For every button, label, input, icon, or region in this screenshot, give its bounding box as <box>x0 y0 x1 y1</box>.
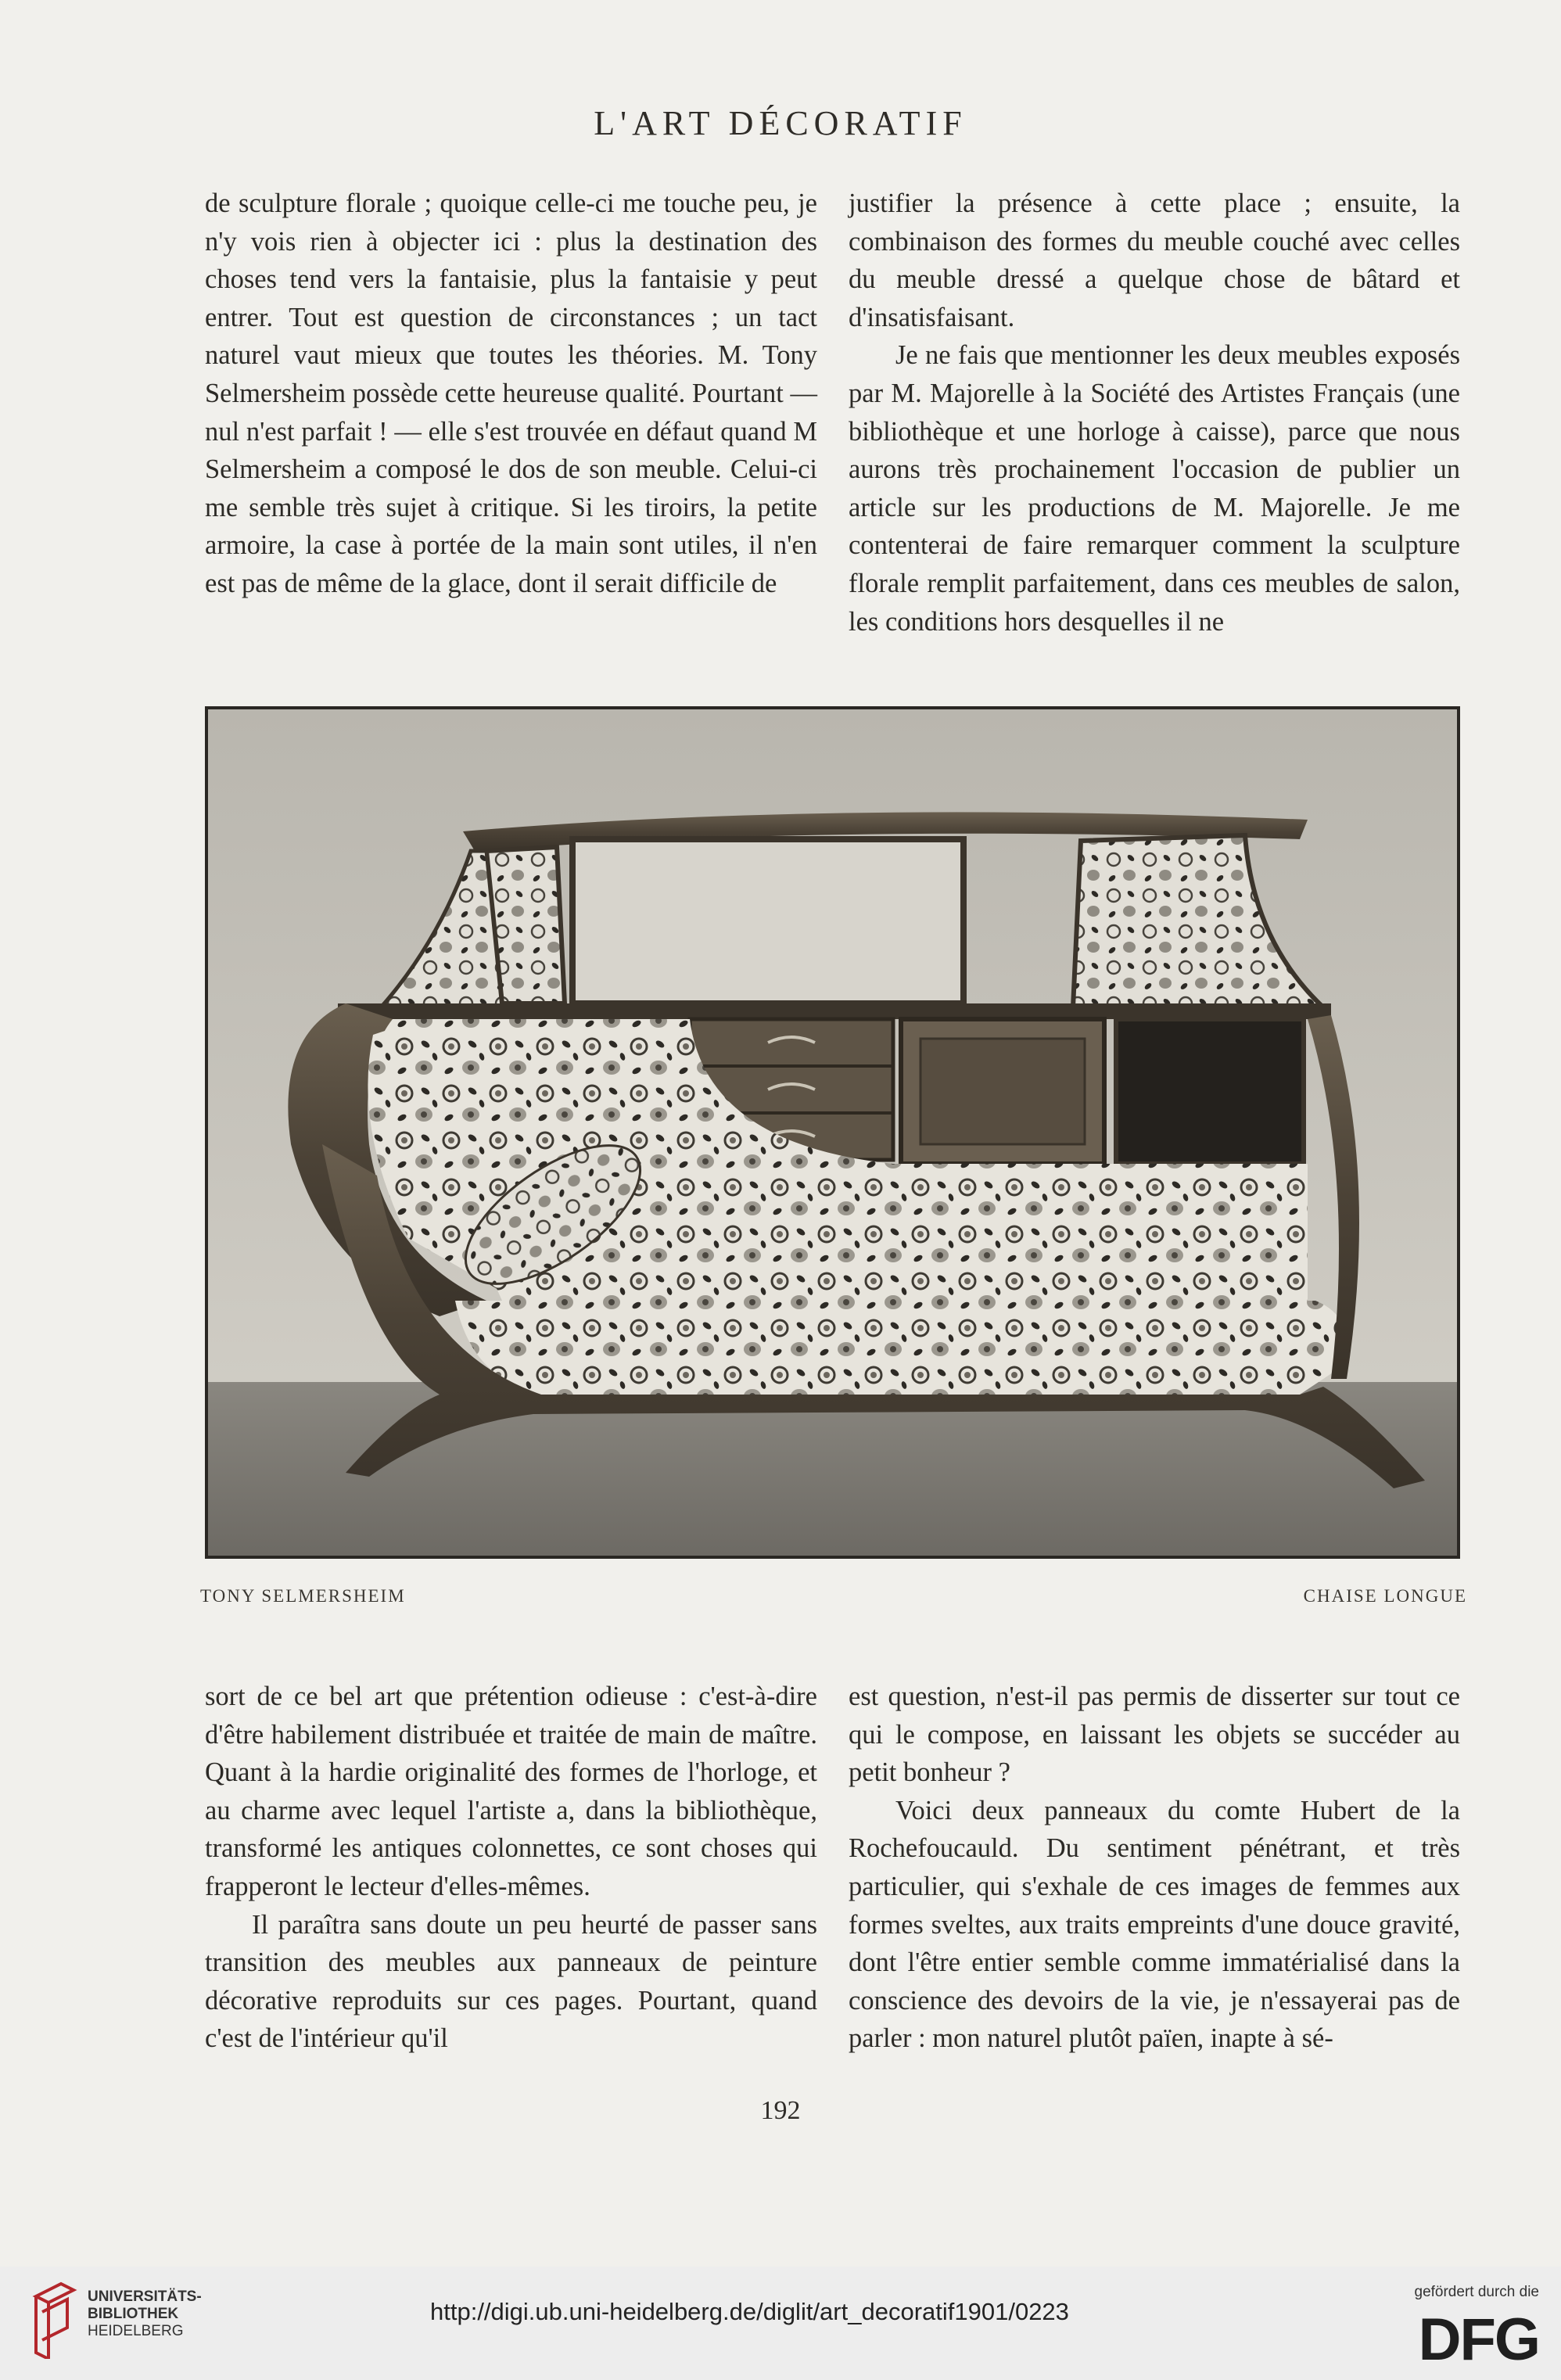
text-column-bottom-right <box>849 1678 1460 2058</box>
library-name: UNIVERSITÄTS- BIBLIOTHEK HEIDELBERG <box>88 2288 202 2339</box>
photo-plate-chaise-longue <box>205 706 1460 1559</box>
paragraph: sort de ce bel art que prétention odieuse : c'est-à-dire d'être habilement distribuée et traitée de main de maître. Quant à la hardie originalité des formes de l'horloge, et au charme avec lequel l'artiste a, dans la bibliothèque, transformé les antiques colonnettes, ce sont choses qui frapperont le lecteur d'elles-mêmes. <box>205 1682 817 1901</box>
paragraph: est question, n'est-il pas permis de disserter sur tout ce qui le compose, en laissant les objets se succéder au petit bonheur ? <box>849 1682 1460 1788</box>
caption-artist: TONY SELMERSHEIM <box>200 1586 406 1606</box>
mirror-glass <box>572 839 964 1003</box>
paragraph: justifier la présence à cette place ; ensuite, la combinaison des formes du meuble couché avec celles du meuble dressé a quelque chose de bâtard et d'insatisfaisant. <box>849 188 1460 332</box>
text-column-top-left <box>205 185 817 603</box>
page-number: 192 <box>760 2096 801 2125</box>
text-column-top-right <box>849 185 1460 641</box>
digitization-footer <box>0 2267 1561 2380</box>
dfg-logo: DFG <box>1418 2306 1539 2373</box>
seat-cushion <box>455 1301 1348 1395</box>
paragraph: Je ne fais que mentionner les deux meubles exposés par M. Majorelle à la Société des Artistes Français (une bibliothèque et une horloge à caisse), parce que nous aurons très prochainement l'occasion de publier un article sur les productions de M. Majorelle. Je me contenterai de faire remarquer comment la sculpture florale remplit parfaitement, dans ces meubles de salon, les conditions hors desquelles il ne <box>849 340 1460 637</box>
paragraph: de sculpture florale ; quoique celle-ci me touche peu, je n'y vois rien à objecter ici : plus la destination des choses tend vers la fantaisie, plus la fantaisie y peut entrer. Tout est question de circonstances ; un tact naturel vaut mieux que toutes les théories. M. Tony Selmersheim possède cette heureuse qualité. Pourtant — nul n'est parfait ! — elle s'est trouvée en défaut quand M Selmersheim a composé le dos de son meuble. Celui-ci me semble très sujet à critique. Si les tiroirs, la petite armoire, la case à portée de la main sont utiles, il n'en est pas de même de la glace, dont il serait difficile de <box>205 188 817 598</box>
funding-label: gefördert durch die <box>1414 2284 1539 2300</box>
source-url-link[interactable]: http://digi.ub.uni-heidelberg.de/diglit/art_decoratif1901/0223 <box>430 2298 1069 2325</box>
paragraph: Voici deux panneaux du comte Hubert de la Rochefoucauld. Du sentiment pénétrant, et très particulier, qui s'exhale de ces images de femmes aux formes sveltes, aux traits empreints d'une douce gravité, dont l'être entier semble comme immatérialisé dans la conscience des devoirs de la vie, je n'essayerai pas de parler : mon naturel plutôt païen, inapte à sé- <box>849 1795 1460 2054</box>
running-head: L'ART DÉCORATIF <box>594 104 967 142</box>
open-niche <box>1116 1019 1304 1164</box>
text-column-bottom-left <box>205 1678 817 2058</box>
caption-title: CHAISE LONGUE <box>1303 1586 1467 1606</box>
library-logo-icon <box>30 2281 78 2359</box>
paragraph: Il paraîtra sans doute un peu heurté de passer sans transition des meubles aux panneaux de peinture décorative reproduits sur ces pages. Pourtant, quand c'est de l'intérieur qu'il <box>205 1909 817 2054</box>
